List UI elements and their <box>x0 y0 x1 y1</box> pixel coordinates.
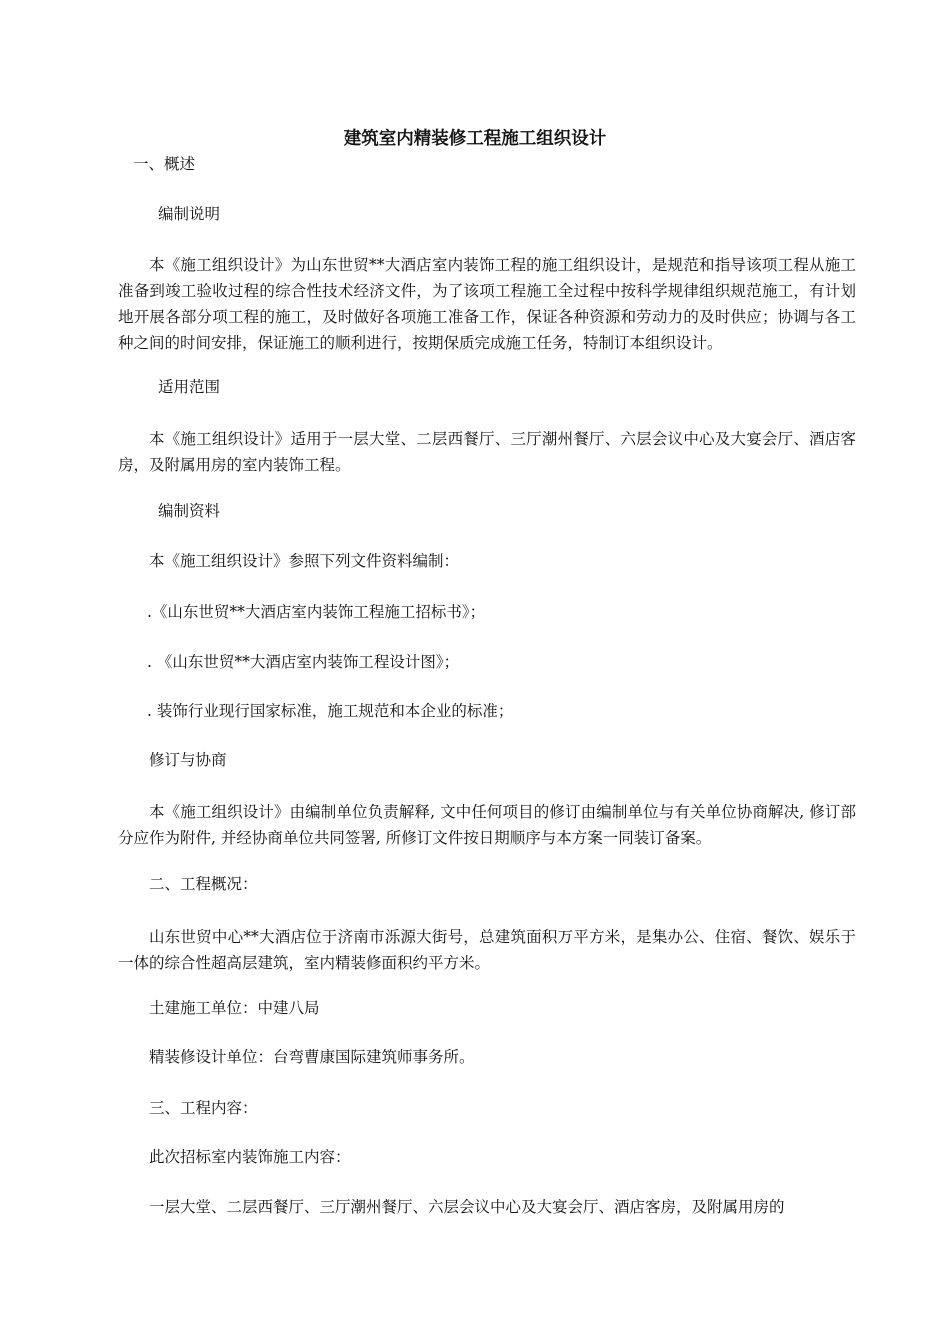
document-title: 建筑室内精装修工程施工组织设计 <box>343 129 607 149</box>
design-unit-line: 精装修设计单位：台弯曹康国际建筑师事务所。 <box>149 1048 475 1066</box>
paragraph-revision: 本《施工组织设计》由编制单位负责解释, 文中任何项目的修订由编制单位与有关单位协商解决, 修订部分应作为附件, 并经协商单位共同签署, 所修订文件按日期顺序与本方案一同装订备案。 <box>118 803 856 847</box>
list-item: . 装饰行业现行国家标准，施工规范和本企业的标准； <box>147 702 514 720</box>
subheading-compile-note: 编制说明 <box>158 205 221 223</box>
paragraph-content-detail: 一层大堂、二层西餐厅、三厅潮州餐厅、六层会议中心及大宴会厅、酒店客房，及附属用房的 <box>149 1198 785 1216</box>
paragraph-project-overview: 山东世贸中心**大酒店位于济南市泺源大街号，总建筑面积万平方米，是集办公、住宿、餐饮、娱乐于一体的综合性超高层建筑，室内精装修面积约平方米。 <box>118 928 856 972</box>
section-heading-overview: 一、概述 <box>133 155 196 173</box>
civil-contractor-line: 土建施工单位：中建八局 <box>149 999 320 1017</box>
list-item: .《山东世贸**大酒店室内装饰工程施工招标书》； <box>147 603 486 621</box>
paragraph-materials: 本《施工组织设计》参照下列文件资料编制： <box>149 552 460 570</box>
subheading-materials: 编制资料 <box>158 502 221 520</box>
list-item: . 《山东世贸**大酒店室内装饰工程设计图》； <box>147 653 460 671</box>
subheading-scope: 适用范围 <box>158 378 221 396</box>
paragraph-compile-note: 本《施工组织设计》为山东世贸**大酒店室内装饰工程的施工组织设计，是规范和指导该项工程从施工准备到竣工验收过程的综合性技术经济文件，为了该项工程施工全过程中按科学规律组织规范施工，有计划地开展各部分项工程的施工，及时做好各项施工准备工作，保证各种资源和劳动力的及时供应；协调与各工种之间的时间安排，保证施工的顺利进行，按期保质完成施工任务，特制订本组织设计。 <box>118 256 856 352</box>
paragraph-content-intro: 此次招标室内装饰施工内容： <box>149 1148 351 1166</box>
section-heading-overview-project: 二、工程概况： <box>149 875 258 893</box>
section-heading-content: 三、工程内容： <box>149 1099 258 1117</box>
subheading-revision: 修订与协商 <box>149 751 227 769</box>
paragraph-scope: 本《施工组织设计》适用于一层大堂、二层西餐厅、三厅潮州餐厅、六层会议中心及大宴会厅、酒店客房，及附属用房的室内装饰工程。 <box>118 430 856 474</box>
